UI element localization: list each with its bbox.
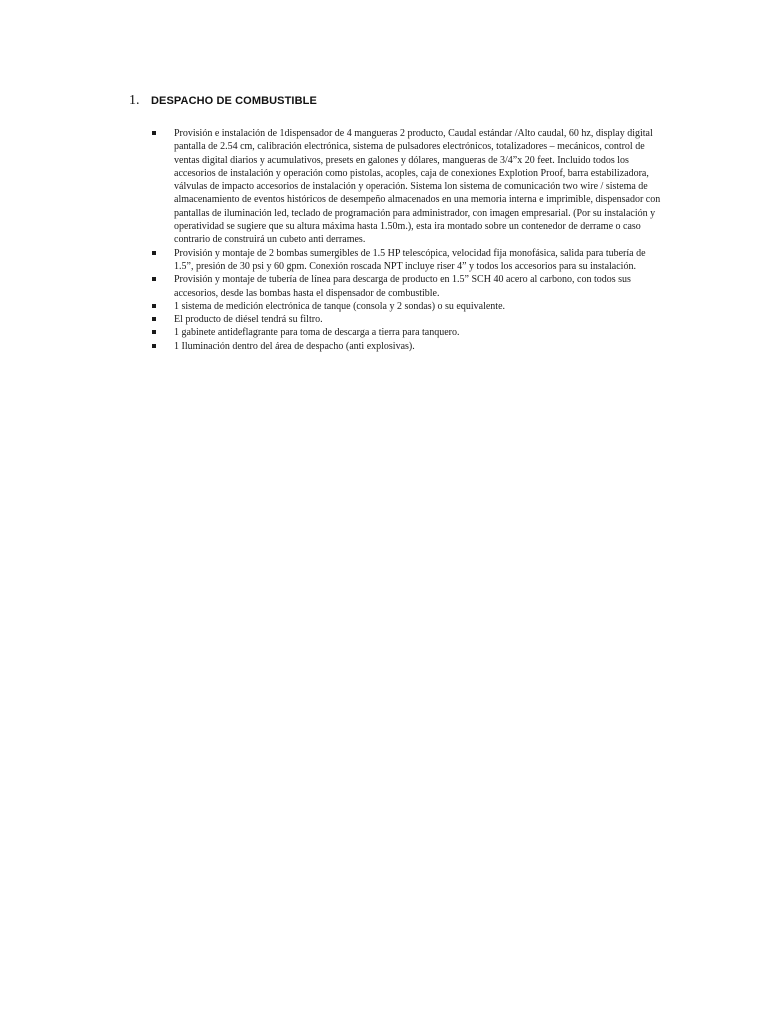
bullet-square-icon [152, 317, 156, 321]
list-item-text: 1 Iluminación dentro del área de despacho (anti explosivas). [174, 340, 415, 352]
list-item-text: 1 gabinete antideflagrante para toma de descarga a tierra para tanquero. [174, 327, 460, 339]
bullet-square-icon [152, 131, 156, 135]
bullet-square-icon [152, 330, 156, 334]
list-item-text: Provisión y montaje de tubería de línea para descarga de producto en 1.5” SCH 40 acero al carbono, con todos sus accesorios, desde las bombas hasta el dispensador de combustible. [174, 274, 631, 299]
list-item-text: 1 sistema de medición electrónica de tanque (consola y 2 sondas) o su equivalente. [174, 300, 506, 312]
list-item [152, 273, 662, 300]
list-item [152, 247, 662, 274]
list-item-text: Provisión y montaje de 2 bombas sumergibles de 1.5 HP telescópica, velocidad fija monofásica, salida para tubería de 1.5”, presión de 30 psi y 60 gpm. Conexión roscada NPT incluye riser 4” y todos los accesorios para su instalación. [174, 247, 646, 272]
bullet-square-icon [152, 251, 156, 255]
bullet-square-icon [152, 277, 156, 281]
list-item [152, 127, 662, 247]
section-title: DESPACHO DE COMBUSTIBLE [151, 95, 317, 107]
requirements-list [152, 127, 662, 353]
section-number: 1. [129, 93, 140, 108]
list-item [152, 326, 662, 339]
list-item-text: El producto de diésel tendrá su filtro. [174, 314, 323, 326]
list-item [152, 340, 662, 353]
list-item-text: Provisión e instalación de 1dispensador de 4 mangueras 2 producto, Caudal estándar /Alto caudal, 60 hz, display digital pantalla de 2.54 cm, calibración electrónica, sistema de pulsadores electrónicos, totalizadores – mecánicos, control de ventas digital diarios y acumulativos, presets en galones y dólares, mangueras de 3/4”x 20 feet. Incluido todos los accesorios de instalación y operación como pistolas, acoples, caja de conexiones Explotion Proof, barra estabilizadora, válvulas de impacto accesorios de instalación y operación. Sistema lon sistema de comunicación two wire / sistema de almacenamiento de eventos históricos de desempeño almacenados en una memoria interna e imprimible, dispensador con pantallas de iluminación led, teclado de programación para administrador, con imagen empresarial. (Por su instalación y operatividad se sugiere que su altura máxima hasta 1.50m.), esta ira montado sobre un contenedor de derrame o caso contrario de construirá un cubeto anti derrames. [174, 128, 661, 246]
section-heading [129, 93, 317, 109]
bullet-square-icon [152, 344, 156, 348]
list-item [152, 313, 662, 326]
list-item [152, 300, 662, 313]
bullet-square-icon [152, 304, 156, 308]
